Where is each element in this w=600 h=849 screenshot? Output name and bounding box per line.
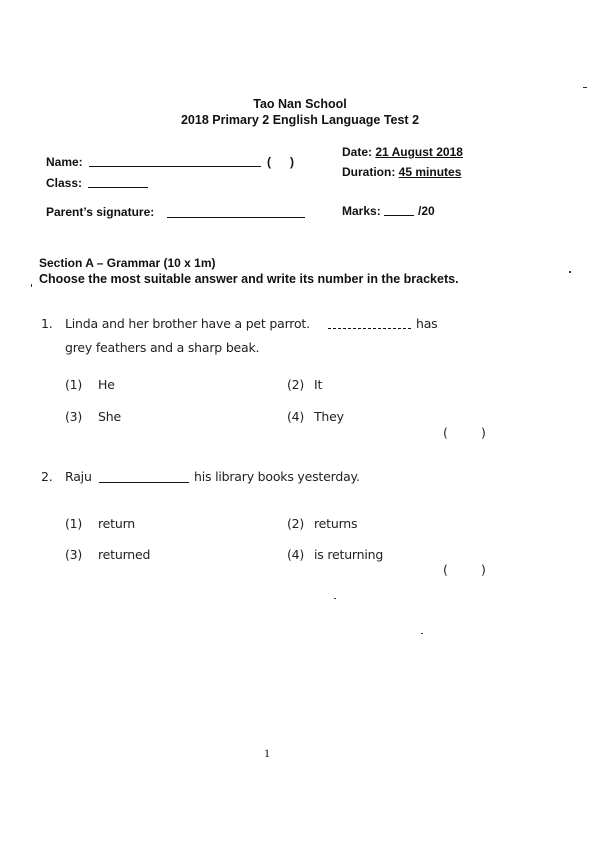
section-instruction: Choose the most suitable answer and write its number in the brackets. xyxy=(39,272,459,286)
q1-option-1-text[interactable]: He xyxy=(98,377,115,392)
section-title: Section A – Grammar (10 x 1m) xyxy=(39,256,216,270)
q2-option-1-text[interactable]: return xyxy=(98,516,136,531)
question-2-text-before: Raju xyxy=(65,469,92,484)
q1-option-3-text[interactable]: She xyxy=(98,409,121,424)
question-2-number: 2. xyxy=(41,469,53,484)
date-row xyxy=(342,145,463,159)
question-1-blank[interactable] xyxy=(328,328,411,329)
school-name: Tao Nan School xyxy=(253,97,347,111)
name-bracket-close: ) xyxy=(290,155,294,169)
q1-option-3-num: (3) xyxy=(65,409,83,424)
date-value: 21 August 2018 xyxy=(375,145,463,159)
question-2-text-after: his library books yesterday. xyxy=(194,469,360,484)
q2-option-3-text[interactable]: returned xyxy=(98,547,151,562)
question-1-text-before: Linda and her brother have a pet parrot. xyxy=(65,316,310,331)
q1-option-4-num: (4) xyxy=(287,409,305,424)
q2-option-2-num: (2) xyxy=(287,516,305,531)
parent-signature-label: Parent’s signature: xyxy=(46,205,155,219)
q1-option-2-text[interactable]: It xyxy=(314,377,323,392)
question-1-text-line2: grey feathers and a sharp beak. xyxy=(65,340,260,355)
marks-line[interactable] xyxy=(384,215,414,216)
q2-option-3-num: (3) xyxy=(65,547,83,562)
duration-label: Duration: xyxy=(342,165,396,179)
q1-answer-bracket-open[interactable]: ( xyxy=(443,425,448,440)
page-number: 1 xyxy=(264,746,270,760)
test-title: 2018 Primary 2 English Language Test 2 xyxy=(180,113,420,127)
q2-option-2-text[interactable]: returns xyxy=(314,516,358,531)
question-1-number: 1. xyxy=(41,316,53,331)
marks-label: Marks: xyxy=(342,204,381,218)
name-bracket-open: ( xyxy=(267,155,271,169)
q1-option-1-num: (1) xyxy=(65,377,83,392)
q1-option-4-text[interactable]: They xyxy=(314,409,344,424)
parent-signature-line[interactable] xyxy=(167,217,305,218)
q2-option-1-num: (1) xyxy=(65,516,83,531)
date-label: Date: xyxy=(342,145,373,159)
scan-speck xyxy=(421,633,423,634)
q2-answer-bracket-close[interactable]: ) xyxy=(481,562,486,577)
scan-speck xyxy=(569,271,571,273)
name-line[interactable] xyxy=(89,166,261,167)
class-label: Class: xyxy=(46,176,83,190)
q2-answer-bracket-open[interactable]: ( xyxy=(443,562,448,577)
duration-row xyxy=(342,165,461,179)
duration-value: 45 minutes xyxy=(398,165,462,179)
scan-speck xyxy=(31,284,32,287)
q2-option-4-num: (4) xyxy=(287,547,305,562)
q1-option-2-num: (2) xyxy=(287,377,305,392)
scan-speck xyxy=(334,598,336,599)
marks-total: /20 xyxy=(418,204,435,218)
question-1-text-after: has xyxy=(416,316,438,331)
scan-speck xyxy=(583,87,587,88)
name-label: Name: xyxy=(46,155,83,169)
q1-answer-bracket-close[interactable]: ) xyxy=(481,425,486,440)
class-line[interactable] xyxy=(88,187,148,188)
q2-option-4-text[interactable]: is returning xyxy=(314,547,384,562)
question-2-blank[interactable] xyxy=(99,482,189,483)
